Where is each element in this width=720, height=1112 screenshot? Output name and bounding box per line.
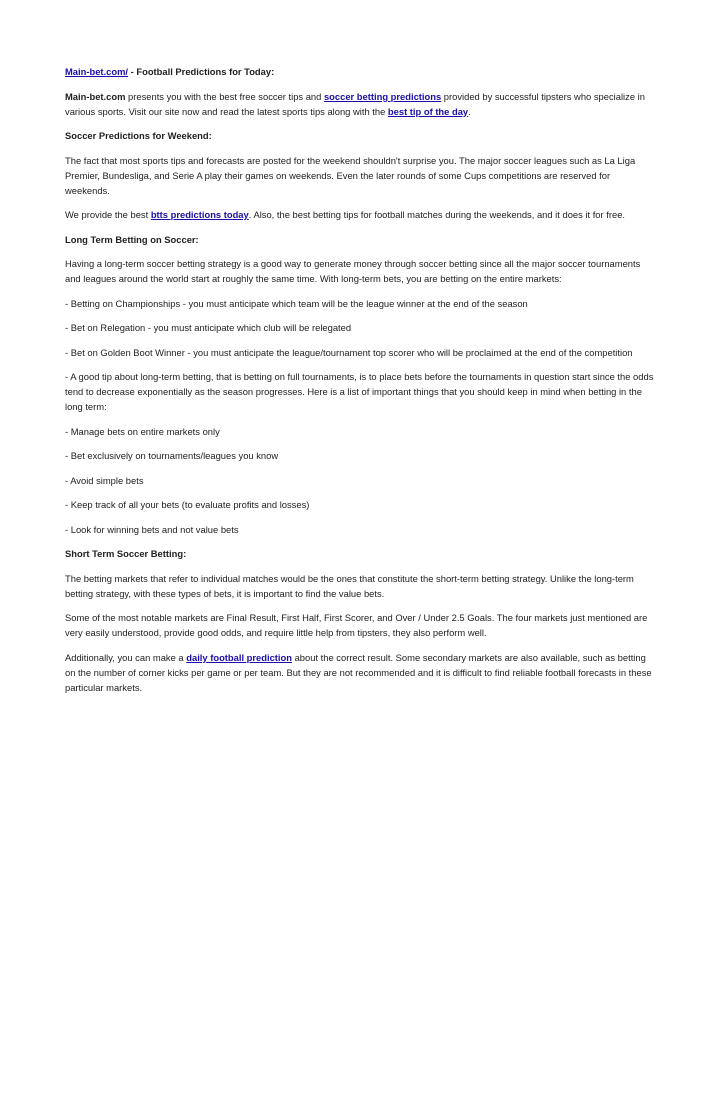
short-term-p3-text-2: about the correct result. Some secondary markets are also available, such as betting on the number of corner kicks per game or per team. But they are not recommended and it is difficult to find reliable football forecasts in these particular markets. <box>65 651 652 693</box>
short-term-heading: Short Term Soccer Betting: <box>65 548 187 559</box>
list-item: - Keep track of all your bets (to evaluate profits and losses) <box>65 499 310 510</box>
long-term-paragraph-1: Having a long-term soccer betting strategy is a good way to generate money through soccer betting since all the major soccer tournaments and leagues around the world start at roughly the same time. With long-term bets, you are betting on the entire markets: <box>65 258 641 284</box>
short-term-p3-text-1: Additionally, you can make a <box>65 651 187 663</box>
intro-paragraph <box>65 89 655 119</box>
daily-football-prediction-link[interactable]: daily football prediction <box>186 651 292 663</box>
main-bet-link[interactable]: Main-bet.com/ <box>65 66 129 77</box>
btts-predictions-link[interactable]: btts predictions today <box>150 209 249 220</box>
list-item: - Look for winning bets and not value bets <box>65 523 239 535</box>
list-item: - A good tip about long-term betting, that is betting on full tournaments, is to place bets before the tournaments in question start since the odds tend to decrease exponentially as the season progresses. Here is a list of important things that you should keep in mind when betting in the long term: <box>65 371 654 412</box>
title-text: - Football Predictions for Today: <box>128 66 275 77</box>
weekend-heading: Soccer Predictions for Weekend: <box>65 130 212 141</box>
short-term-paragraph-1: The betting markets that refer to individual matches would be the ones that constitute the short-term betting strategy. Unlike the long-term betting strategy, with these types of bets, it is important to find the value bets. <box>65 572 634 599</box>
soccer-betting-predictions-link[interactable]: soccer betting predictions <box>323 90 442 102</box>
short-term-paragraph-3 <box>65 650 655 695</box>
long-term-heading: Long Term Betting on Soccer: <box>65 233 199 245</box>
short-term-paragraph-2: Some of the most notable markets are Final Result, First Half, First Scorer, and Over / Under 2.5 Goals. The four markets just mentioned are very easily understood, provide good odds, and require little help from tipsters, they also perform well. <box>65 612 648 638</box>
best-tip-of-the-day-link[interactable]: best tip of the day <box>387 105 469 117</box>
title-line <box>65 64 655 79</box>
list-item: - Bet on Relegation - you must anticipate which club will be relegated <box>65 322 352 333</box>
weekend-p2-text-2: . Also, the best betting tips for football matches during the weekends, and it does it for free. <box>248 209 626 220</box>
list-item: - Betting on Championships - you must anticipate which team will be the league winner at the end of the season <box>65 297 528 309</box>
list-item: - Bet on Golden Boot Winner - you must anticipate the league/tournament top scorer who will be proclaimed at the end of the competition <box>65 346 633 358</box>
list-item: - Avoid simple bets <box>65 474 144 486</box>
weekend-paragraph-2 <box>65 207 655 222</box>
list-item: - Manage bets on entire markets only <box>65 425 220 437</box>
weekend-paragraph-1: The fact that most sports tips and forecasts are posted for the weekend shouldn't surprise you. The major soccer leagues such as La Liga Premier, Bundesliga, and Serie A play their games on weekends. Even the later rounds of some Cups competitions are reserved for weekends. <box>65 154 636 196</box>
weekend-p2-text-1: We provide the best <box>65 209 151 220</box>
brand-name: Main-bet.com <box>65 90 126 102</box>
intro-text-2: provided by successful tipsters who specialize in various sports. Visit our site now and read the latest sports tips along with the <box>65 90 645 117</box>
document-page <box>65 64 655 704</box>
list-item: - Bet exclusively on tournaments/leagues you know <box>65 450 279 461</box>
intro-text-3: . <box>468 105 471 117</box>
intro-text-1: presents you with the best free soccer tips and <box>125 90 324 102</box>
